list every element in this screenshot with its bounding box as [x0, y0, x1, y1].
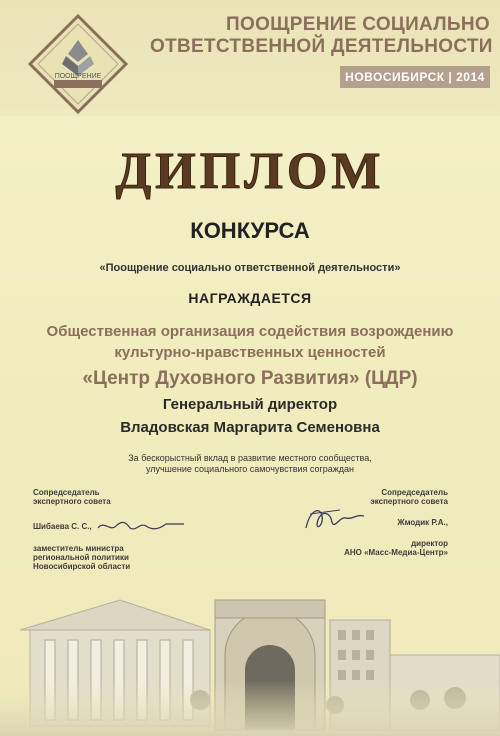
signatory-right-title1: Сопредседатель	[381, 488, 448, 497]
signature-left	[96, 518, 186, 534]
signatory-left	[33, 488, 233, 571]
organization-name: «Центр Духовного Развития» (ЦДР)	[82, 368, 418, 389]
signatory-left-title1: Сопредседатель	[33, 488, 100, 497]
logo-text: ПООЩРЕНИЕ	[54, 73, 102, 80]
signatory-left-role1: заместитель министра	[33, 544, 124, 553]
signatory-right-title2: экспертного совета	[370, 497, 448, 506]
signatory-right-role2: АНО «Масс-Медиа-Центр»	[344, 548, 448, 557]
reason-line1: За бескорыстный вклад в развитие местного сообщества,	[128, 453, 372, 463]
signatory-left-name: Шибаева С. С.,	[33, 521, 92, 531]
signatory-left-role2: региональной политики	[33, 553, 129, 562]
signatory-left-role3: Новосибирской области	[33, 562, 131, 571]
city-buildings-illustration	[0, 560, 500, 736]
header-title	[150, 14, 493, 58]
city-year-badge: НОВОСИБИРСК | 2014	[340, 66, 490, 88]
diploma-heading	[70, 140, 430, 200]
header-title-line1: ПООЩРЕНИЕ СОЦИАЛЬНО	[226, 14, 490, 35]
contest-word: КОНКУРСА	[190, 218, 310, 243]
logo-emblem	[28, 14, 128, 114]
svg-text:ДИПЛОМ: ДИПЛОМ	[115, 143, 385, 200]
signatory-right-role1: директор	[411, 539, 448, 548]
signatory-left-title2: экспертного совета	[33, 497, 111, 506]
recipient-position: Генеральный директор	[162, 396, 338, 413]
organization-line1: Общественная организация содействия возрождению	[46, 323, 454, 340]
signatory-right	[300, 488, 448, 557]
recipient-name: Владовская Маргарита Семеновна	[120, 419, 380, 436]
reason-line2: улучшение социального самочувствия сограждан	[145, 464, 355, 474]
organization-line2: культурно-нравственных ценностей	[114, 344, 386, 361]
awarded-label: НАГРАЖДАЕТСЯ	[188, 290, 312, 306]
contest-name: «Поощрение социально ответственной деятельности»	[99, 262, 401, 274]
signatory-right-name: Жмодик Р.А.,	[397, 518, 448, 527]
header-title-line2: ОТВЕТСТВЕННОЙ ДЕЯТЕЛЬНОСТИ	[150, 36, 493, 57]
